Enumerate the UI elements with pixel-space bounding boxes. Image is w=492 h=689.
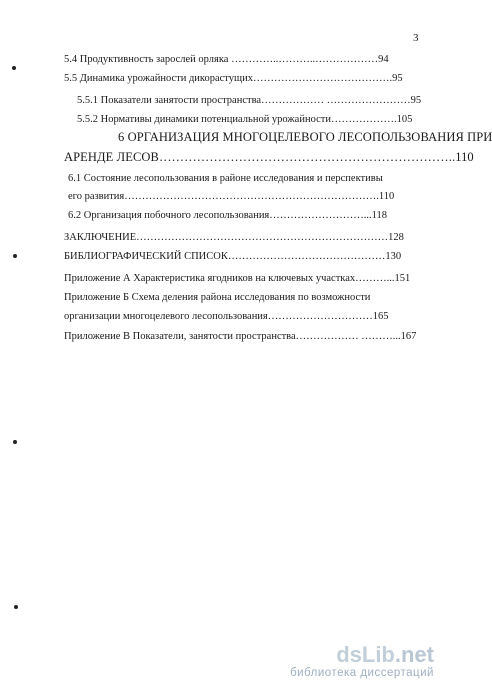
toc-entry-6-1: 6.1 Состояние лесопользования в районе исследования и перспективы (68, 173, 383, 184)
binder-hole-mark (14, 605, 18, 609)
toc-entry-5-5-2: 5.5.2 Нормативы динамики потенциальной урожайности……………….105 (77, 114, 413, 125)
toc-entry-appendix-a: Приложение А Характеристика ягодников на ключевых участках………...151 (64, 273, 411, 284)
toc-entry-conclusion: ЗАКЛЮЧЕНИЕ………………………………………………………………128 (64, 232, 404, 243)
binder-hole-mark (13, 254, 17, 258)
binder-hole-mark (13, 440, 17, 444)
binder-hole-mark (12, 66, 16, 70)
watermark (290, 643, 434, 679)
watermark-caption: библиотека диссертаций (290, 667, 434, 679)
watermark-logo: dsLib.net (336, 642, 434, 667)
toc-entry-appendix-v: Приложение В Показатели, занятости пространства……………… ………...167 (64, 331, 417, 342)
toc-entry-5-5: 5.5 Динамика урожайности дикорастущих………………………………….95 (64, 73, 403, 84)
toc-entry-bibliography: БИБЛИОГРАФИЧЕСКИЙ СПИСОК………………………………………130 (64, 251, 402, 262)
toc-entry-6-cont: АРЕНДЕ ЛЕСОВ……………………………………………………………..110 (64, 150, 474, 164)
page-number: 3 (413, 32, 419, 44)
toc-entry-5-4: 5.4 Продуктивность зарослей орляка …………..………..………………94 (64, 54, 389, 65)
toc-entry-appendix-b-cont: организации многоцелевого лесопользования…………………………165 (64, 311, 389, 322)
toc-entry-6: 6 ОРГАНИЗАЦИЯ МНОГОЦЕЛЕВОГО ЛЕСОПОЛЬЗОВАНИЯ ПРИ (118, 130, 492, 144)
toc-entry-5-5-1: 5.5.1 Показатели занятости пространства……………… ……………………95 (77, 95, 422, 106)
toc-entry-appendix-b: Приложение Б Схема деления района исследования по возможности (64, 292, 371, 303)
toc-entry-6-1-cont: его развития……………………………………………………………….110 (68, 191, 395, 202)
toc-entry-6-2: 6.2 Организация побочного лесопользования………………………...118 (68, 210, 387, 221)
